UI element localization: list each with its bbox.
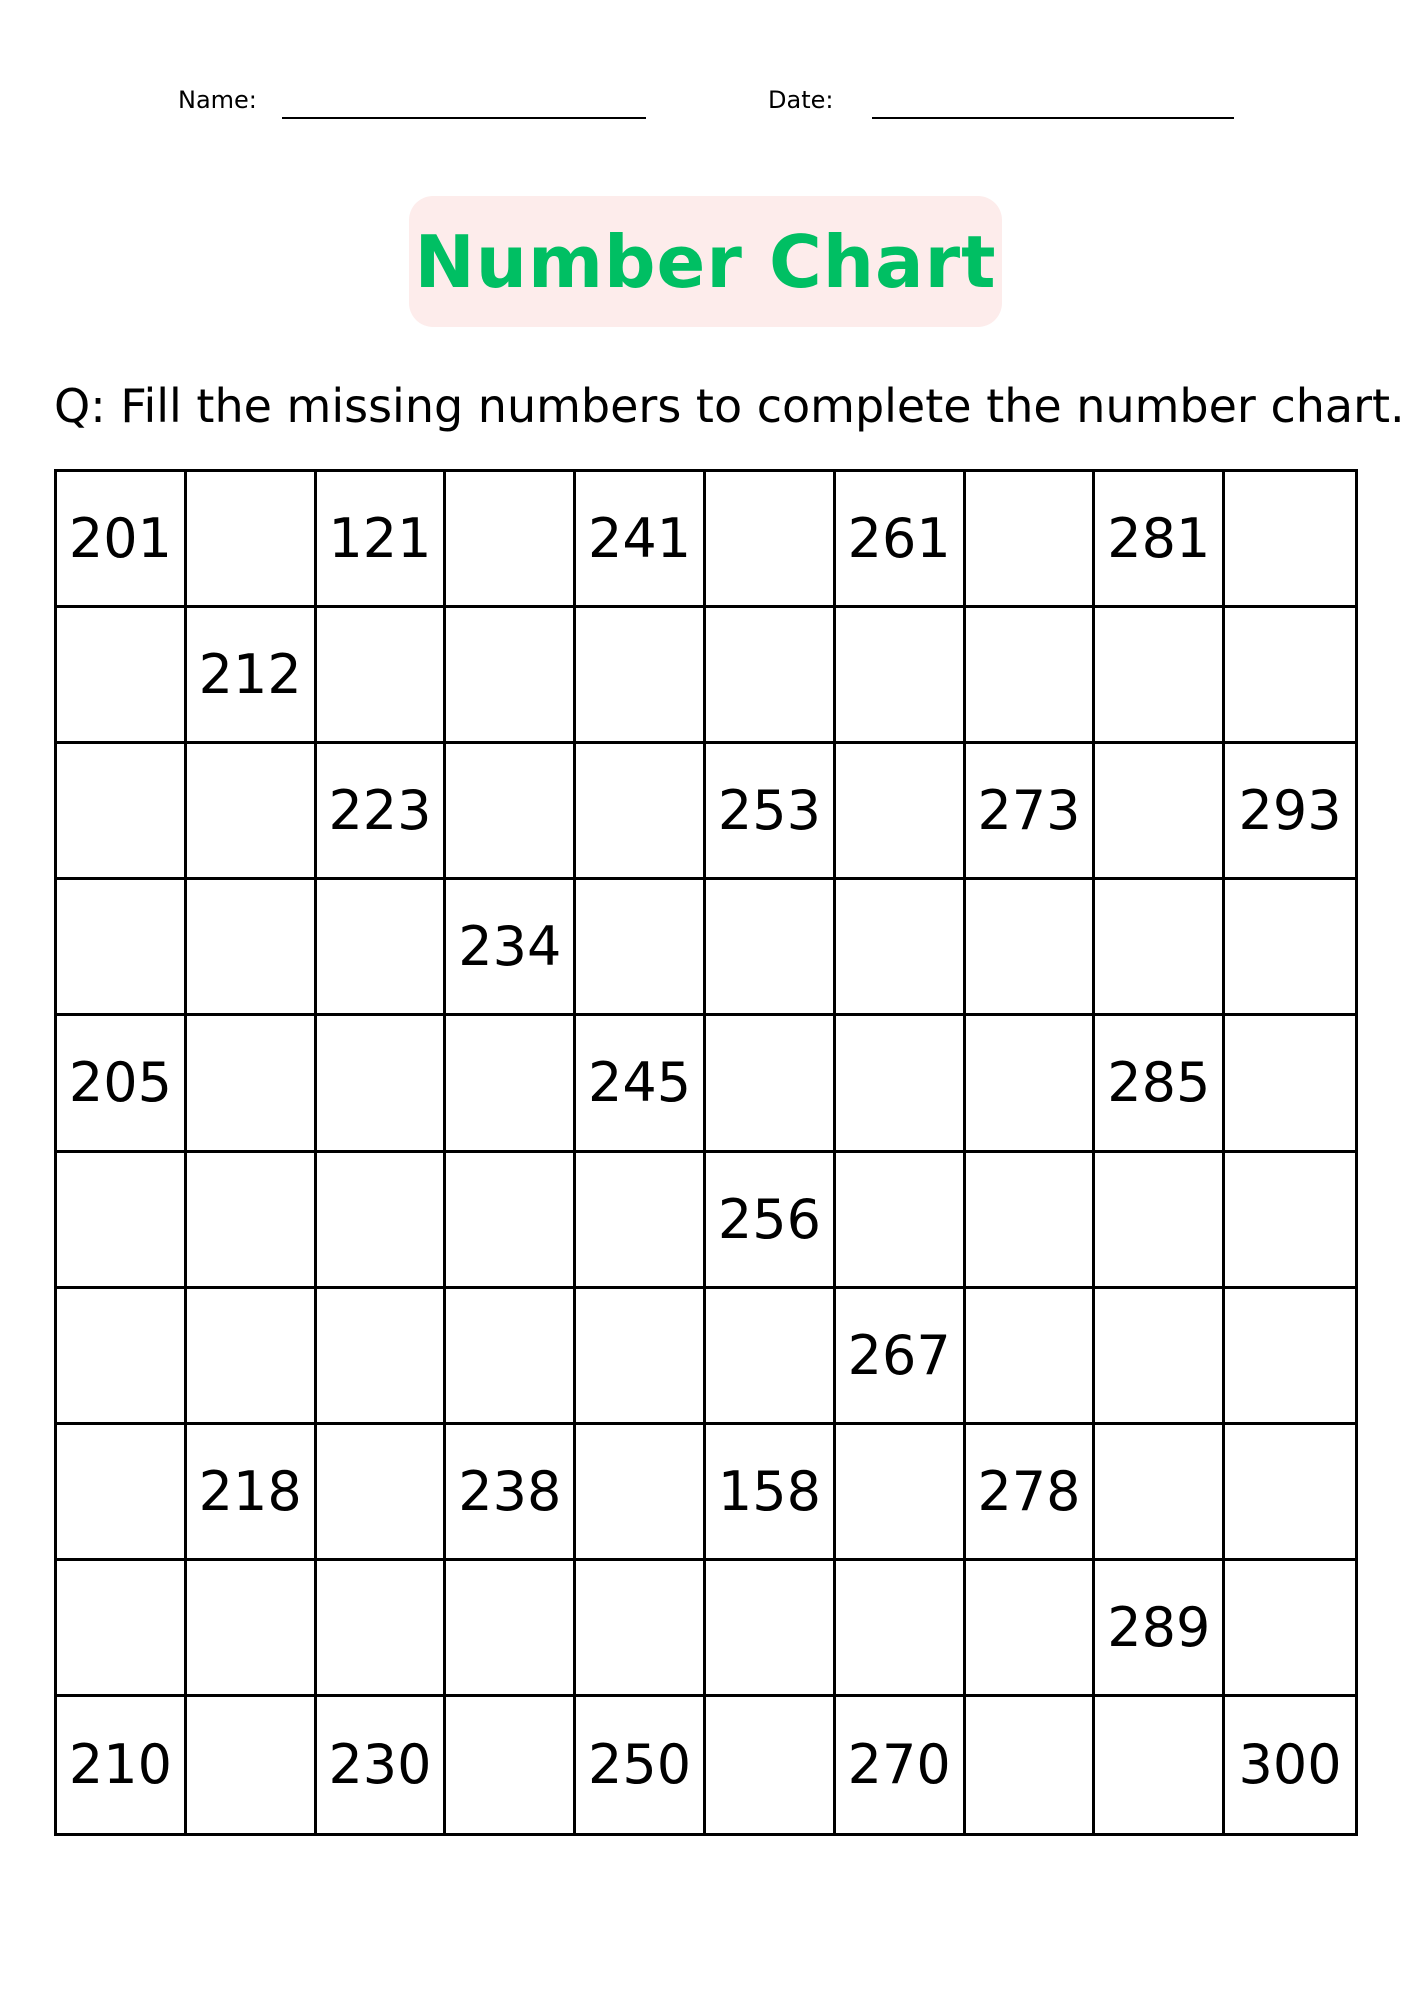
grid-cell-r10-c4[interactable]	[446, 1697, 576, 1833]
grid-cell-r4-c2[interactable]	[187, 880, 317, 1016]
grid-cell-r6-c10[interactable]	[1225, 1153, 1355, 1289]
grid-cell-r7-c3[interactable]	[317, 1289, 447, 1425]
grid-cell-r10-c3: 230	[317, 1697, 447, 1833]
grid-cell-r5-c5: 245	[576, 1016, 706, 1152]
grid-cell-r3-c9[interactable]	[1095, 744, 1225, 880]
grid-cell-r1-c6[interactable]	[706, 472, 836, 608]
grid-cell-r3-c1[interactable]	[57, 744, 187, 880]
grid-cell-r5-c1: 205	[57, 1016, 187, 1152]
grid-cell-r6-c5[interactable]	[576, 1153, 706, 1289]
grid-cell-r3-c7[interactable]	[836, 744, 966, 880]
grid-cell-r4-c10[interactable]	[1225, 880, 1355, 1016]
grid-cell-r9-c7[interactable]	[836, 1561, 966, 1697]
grid-cell-r4-c1[interactable]	[57, 880, 187, 1016]
grid-cell-r10-c7: 270	[836, 1697, 966, 1833]
grid-cell-r3-c2[interactable]	[187, 744, 317, 880]
grid-cell-r10-c2[interactable]	[187, 1697, 317, 1833]
grid-cell-r8-c7[interactable]	[836, 1425, 966, 1561]
grid-cell-r8-c2: 218	[187, 1425, 317, 1561]
grid-cell-r8-c3[interactable]	[317, 1425, 447, 1561]
grid-cell-r1-c1: 201	[57, 472, 187, 608]
grid-cell-r5-c2[interactable]	[187, 1016, 317, 1152]
grid-cell-r2-c8[interactable]	[966, 608, 1096, 744]
grid-cell-r4-c8[interactable]	[966, 880, 1096, 1016]
page-title: Number Chart	[414, 219, 997, 304]
grid-cell-r1-c3: 121	[317, 472, 447, 608]
grid-cell-r6-c4[interactable]	[446, 1153, 576, 1289]
grid-cell-r5-c4[interactable]	[446, 1016, 576, 1152]
grid-cell-r8-c10[interactable]	[1225, 1425, 1355, 1561]
grid-cell-r9-c10[interactable]	[1225, 1561, 1355, 1697]
grid-cell-r2-c4[interactable]	[446, 608, 576, 744]
grid-cell-r3-c6: 253	[706, 744, 836, 880]
question-text: Q: Fill the missing numbers to complete the number chart.	[54, 379, 1405, 433]
grid-cell-r1-c8[interactable]	[966, 472, 1096, 608]
grid-cell-r5-c9: 285	[1095, 1016, 1225, 1152]
grid-cell-r7-c2[interactable]	[187, 1289, 317, 1425]
grid-cell-r2-c3[interactable]	[317, 608, 447, 744]
grid-cell-r8-c6: 158	[706, 1425, 836, 1561]
grid-cell-r10-c6[interactable]	[706, 1697, 836, 1833]
grid-cell-r3-c10: 293	[1225, 744, 1355, 880]
grid-cell-r2-c10[interactable]	[1225, 608, 1355, 744]
grid-cell-r7-c6[interactable]	[706, 1289, 836, 1425]
name-label: Name:	[178, 86, 257, 114]
grid-cell-r3-c3: 223	[317, 744, 447, 880]
grid-cell-r9-c3[interactable]	[317, 1561, 447, 1697]
grid-cell-r3-c4[interactable]	[446, 744, 576, 880]
grid-cell-r7-c1[interactable]	[57, 1289, 187, 1425]
grid-cell-r4-c4: 234	[446, 880, 576, 1016]
grid-cell-r9-c9: 289	[1095, 1561, 1225, 1697]
grid-cell-r3-c8: 273	[966, 744, 1096, 880]
grid-cell-r8-c9[interactable]	[1095, 1425, 1225, 1561]
name-field[interactable]	[282, 117, 646, 119]
grid-cell-r6-c2[interactable]	[187, 1153, 317, 1289]
grid-cell-r9-c6[interactable]	[706, 1561, 836, 1697]
grid-cell-r2-c9[interactable]	[1095, 608, 1225, 744]
grid-cell-r5-c7[interactable]	[836, 1016, 966, 1152]
grid-cell-r2-c7[interactable]	[836, 608, 966, 744]
grid-cell-r1-c4[interactable]	[446, 472, 576, 608]
header-fields	[0, 80, 1414, 120]
grid-cell-r2-c2: 212	[187, 608, 317, 744]
grid-cell-r2-c5[interactable]	[576, 608, 706, 744]
grid-cell-r5-c10[interactable]	[1225, 1016, 1355, 1152]
grid-cell-r6-c7[interactable]	[836, 1153, 966, 1289]
grid-cell-r9-c5[interactable]	[576, 1561, 706, 1697]
grid-cell-r4-c5[interactable]	[576, 880, 706, 1016]
grid-cell-r5-c8[interactable]	[966, 1016, 1096, 1152]
grid-cell-r3-c5[interactable]	[576, 744, 706, 880]
grid-cell-r7-c9[interactable]	[1095, 1289, 1225, 1425]
grid-cell-r9-c4[interactable]	[446, 1561, 576, 1697]
grid-cell-r2-c1[interactable]	[57, 608, 187, 744]
grid-cell-r6-c3[interactable]	[317, 1153, 447, 1289]
grid-cell-r10-c5: 250	[576, 1697, 706, 1833]
grid-cell-r9-c8[interactable]	[966, 1561, 1096, 1697]
grid-cell-r1-c5: 241	[576, 472, 706, 608]
grid-cell-r7-c7: 267	[836, 1289, 966, 1425]
date-label: Date:	[768, 86, 834, 114]
grid-cell-r4-c6[interactable]	[706, 880, 836, 1016]
grid-cell-r7-c8[interactable]	[966, 1289, 1096, 1425]
grid-cell-r1-c7: 261	[836, 472, 966, 608]
grid-cell-r5-c3[interactable]	[317, 1016, 447, 1152]
grid-cell-r8-c5[interactable]	[576, 1425, 706, 1561]
grid-cell-r8-c1[interactable]	[57, 1425, 187, 1561]
grid-cell-r4-c7[interactable]	[836, 880, 966, 1016]
grid-cell-r10-c8[interactable]	[966, 1697, 1096, 1833]
grid-cell-r1-c10[interactable]	[1225, 472, 1355, 608]
date-field[interactable]	[872, 117, 1234, 119]
grid-cell-r9-c2[interactable]	[187, 1561, 317, 1697]
grid-cell-r4-c3[interactable]	[317, 880, 447, 1016]
grid-cell-r7-c4[interactable]	[446, 1289, 576, 1425]
title-banner	[409, 196, 1002, 327]
grid-cell-r2-c6[interactable]	[706, 608, 836, 744]
grid-cell-r5-c6[interactable]	[706, 1016, 836, 1152]
grid-cell-r6-c1[interactable]	[57, 1153, 187, 1289]
grid-cell-r7-c5[interactable]	[576, 1289, 706, 1425]
grid-cell-r4-c9[interactable]	[1095, 880, 1225, 1016]
grid-cell-r7-c10[interactable]	[1225, 1289, 1355, 1425]
grid-cell-r1-c2[interactable]	[187, 472, 317, 608]
grid-cell-r6-c8[interactable]	[966, 1153, 1096, 1289]
grid-cell-r10-c10: 300	[1238, 1733, 1342, 1797]
number-chart-grid	[54, 469, 1358, 1836]
grid-cell-r1-c9: 281	[1095, 472, 1225, 608]
grid-cell-r10-c1: 210	[57, 1697, 187, 1833]
grid-cell-r10-c9[interactable]	[1095, 1697, 1225, 1833]
grid-cell-r8-c8: 278	[966, 1425, 1096, 1561]
grid-cell-r6-c6: 256	[706, 1153, 836, 1289]
grid-cell-r9-c1[interactable]	[57, 1561, 187, 1697]
grid-cell-r8-c4: 238	[446, 1425, 576, 1561]
grid-cell-r6-c9[interactable]	[1095, 1153, 1225, 1289]
